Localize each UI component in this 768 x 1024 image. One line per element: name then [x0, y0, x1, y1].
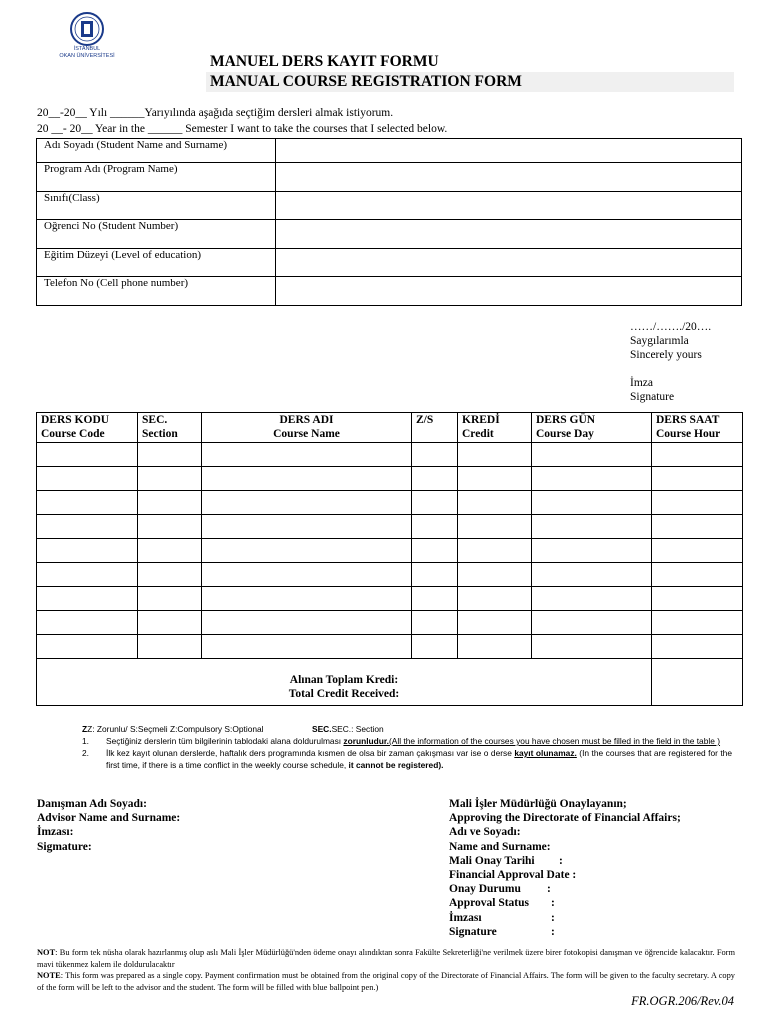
course-cell-field[interactable] [138, 563, 202, 587]
course-cell-field[interactable] [202, 611, 412, 635]
course-cell-field[interactable] [458, 587, 532, 611]
col-header-zs: Z/S [412, 413, 458, 443]
course-cell-field[interactable] [532, 563, 652, 587]
signature-label: Signature [630, 391, 675, 403]
total-credit-row [37, 659, 743, 706]
info-label: Eğitim Düzeyi (Level of education) [37, 249, 276, 277]
info-value-field[interactable] [276, 192, 742, 220]
course-cell-field[interactable] [202, 443, 412, 467]
course-cell-field[interactable] [458, 491, 532, 515]
course-cell-field[interactable] [532, 467, 652, 491]
info-label: Program Adı (Program Name) [37, 163, 276, 192]
course-row [37, 587, 743, 611]
intro-line-en: 20 __- 20__ Year in the ______ Semester I want to take the courses that I selected below. [37, 123, 448, 135]
course-cell-field[interactable] [458, 611, 532, 635]
course-cell-field[interactable] [202, 587, 412, 611]
course-cell-field[interactable] [412, 467, 458, 491]
course-cell-field[interactable] [138, 635, 202, 659]
course-cell-field[interactable] [652, 467, 743, 491]
advisor-block [37, 797, 180, 854]
advisor-sign-tr[interactable]: İmzası: [37, 826, 74, 839]
course-cell-field[interactable] [138, 539, 202, 563]
course-cell-field[interactable] [412, 539, 458, 563]
course-cell-field[interactable] [652, 587, 743, 611]
info-label: Oğrenci No (Student Number) [37, 220, 276, 249]
info-row [37, 139, 742, 163]
course-cell-field[interactable] [202, 515, 412, 539]
approval-status-tr[interactable]: Onay Durumu : [449, 883, 551, 896]
course-cell-field[interactable] [138, 611, 202, 635]
course-cell-field[interactable] [532, 587, 652, 611]
form-title-en: MANUAL COURSE REGISTRATION FORM [210, 73, 522, 90]
note-item-2: 2. İlk kez kayıt olunan derslerde, haftalık ders programında kısmen de olsa bir zaman çakışması var ise o derse kayıt olunamaz. (In the courses that are registered for the first time, if there is a time conflict in the weekly course schedule, it cannot be registered). [82, 748, 733, 770]
course-cell-field[interactable] [37, 611, 138, 635]
col-header-hour: DERS SAAT Course Hour [652, 413, 743, 443]
course-cell-field[interactable] [202, 467, 412, 491]
approval-status-en[interactable]: Approval Status : [449, 897, 555, 910]
course-cell-field[interactable] [652, 611, 743, 635]
course-cell-field[interactable] [37, 443, 138, 467]
courses-table [36, 412, 743, 706]
approval-title-tr: Mali İşler Müdürlüğü Onaylayanın; [449, 798, 627, 810]
course-cell-field[interactable] [458, 515, 532, 539]
course-row [37, 491, 743, 515]
course-cell-field[interactable] [138, 515, 202, 539]
approver-sign-en[interactable]: Signature : [449, 925, 555, 938]
course-row [37, 611, 743, 635]
course-cell-field[interactable] [37, 467, 138, 491]
course-cell-field[interactable] [412, 563, 458, 587]
info-row [37, 163, 742, 192]
course-cell-field[interactable] [532, 443, 652, 467]
course-cell-field[interactable] [202, 539, 412, 563]
course-row [37, 539, 743, 563]
approval-date-tr[interactable]: Mali Onay Tarihi : [449, 854, 563, 867]
regards-tr: Saygılarımla [630, 335, 689, 347]
course-row [37, 563, 743, 587]
advisor-name-tr[interactable]: Danışman Adı Soyadı: [37, 798, 147, 810]
info-label: Adı Soyadı (Student Name and Surname) [37, 139, 276, 163]
legend-section: SEC.SEC.: Section [312, 724, 384, 734]
footer-note-en: NOTE: This form was prepared as a single copy. Payment confirmation must be obtained from the original copy of the Directorate of Financial Affairs. The form will be given to the faculty secretary. A copy of the form will be left to the advisor and the student. The form will be filled with blue ballpoint pen.) [37, 971, 735, 992]
approver-sign-tr[interactable]: İmzası : [449, 911, 555, 924]
student-info-table [36, 138, 742, 306]
course-cell-field[interactable] [412, 491, 458, 515]
footer-notes [37, 947, 735, 993]
course-row [37, 635, 743, 659]
course-cell-field[interactable] [412, 515, 458, 539]
advisor-sign-en[interactable]: Sigmature: [37, 840, 92, 853]
info-row [37, 192, 742, 220]
course-cell-field[interactable] [37, 635, 138, 659]
signature-block [630, 320, 711, 404]
course-cell-field[interactable] [532, 611, 652, 635]
course-cell-field[interactable] [37, 515, 138, 539]
course-row [37, 467, 743, 491]
info-value-field[interactable] [276, 220, 742, 249]
total-credit-value-field[interactable] [652, 659, 743, 706]
col-header-name: DERS ADI Course Name [202, 413, 412, 443]
course-cell-field[interactable] [652, 635, 743, 659]
course-cell-field[interactable] [202, 563, 412, 587]
course-cell-field[interactable] [412, 587, 458, 611]
date-placeholder[interactable]: ……/……./20…. [630, 321, 712, 333]
col-header-code: DERS KODU Course Code [37, 413, 138, 443]
info-value-field[interactable] [276, 277, 742, 306]
course-cell-field[interactable] [458, 563, 532, 587]
courses-header-row [37, 413, 743, 443]
course-cell-field[interactable] [532, 539, 652, 563]
course-cell-field[interactable] [652, 539, 743, 563]
info-row [37, 249, 742, 277]
approval-date-en[interactable]: Financial Approval Date : [449, 869, 577, 882]
info-label: Sınıfı(Class) [37, 192, 276, 220]
course-cell-field[interactable] [532, 635, 652, 659]
course-cell-field[interactable] [37, 563, 138, 587]
course-row [37, 515, 743, 539]
course-cell-field[interactable] [458, 443, 532, 467]
course-cell-field[interactable] [138, 587, 202, 611]
approver-name-tr[interactable]: Adı ve Soyadı: [449, 826, 521, 839]
info-row [37, 220, 742, 249]
info-row [37, 277, 742, 306]
info-label: Telefon No (Cell phone number) [37, 277, 276, 306]
course-cell-field[interactable] [532, 491, 652, 515]
footer-note-tr: NOT: Bu form tek nüsha olarak hazırlanmış olup aslı Mali İşler Müdürlüğü'nden ödeme onayı alındıktan sonra Fakülte Sekreterliği'ne verilmek üzere birer fotokopisi danışman ve öğrencide kalacaktır. Form mavi tükenmez kalem ile doldurulacaktır [37, 948, 735, 969]
course-rows [37, 443, 743, 659]
course-cell-field[interactable] [652, 443, 743, 467]
regards-en: Sincerely yours [630, 349, 702, 361]
col-header-day: DERS GÜN Course Day [532, 413, 652, 443]
course-cell-field[interactable] [138, 443, 202, 467]
course-cell-field[interactable] [202, 491, 412, 515]
info-value-field[interactable] [276, 139, 742, 163]
logo-text: İSTANBUL OKAN ÜNİVERSİTESİ [59, 46, 115, 59]
course-cell-field[interactable] [138, 491, 202, 515]
total-credit-label: Alınan Toplam Kredi: Total Credit Received: [37, 659, 652, 706]
info-value-field[interactable] [276, 249, 742, 277]
course-cell-field[interactable] [652, 563, 743, 587]
course-cell-field[interactable] [37, 539, 138, 563]
course-cell-field[interactable] [412, 611, 458, 635]
document-code: FR.OGR.206/Rev.04 [631, 994, 734, 1008]
legend: ZZ: Zorunlu/ S:Seçmeli Z:Compulsory S:Optional [82, 724, 264, 734]
info-value-field[interactable] [276, 163, 742, 192]
course-cell-field[interactable] [37, 491, 138, 515]
approval-title-en: Approving the Directorate of Financial Affairs; [449, 812, 681, 825]
intro-line-tr: 20__-20__ Yılı ______Yarıyılında aşağıda seçtiğim dersleri almak istiyorum. [37, 107, 394, 119]
course-cell-field[interactable] [532, 515, 652, 539]
course-cell-field[interactable] [458, 539, 532, 563]
imza-label: İmza [630, 377, 653, 389]
col-header-credit: KREDİ Credit [458, 413, 532, 443]
course-cell-field[interactable] [202, 635, 412, 659]
course-cell-field[interactable] [458, 635, 532, 659]
course-row [37, 443, 743, 467]
approval-block [449, 797, 681, 939]
course-cell-field[interactable] [412, 635, 458, 659]
course-cell-field[interactable] [412, 443, 458, 467]
course-cell-field[interactable] [458, 467, 532, 491]
notes-section [82, 723, 732, 771]
course-cell-field[interactable] [652, 515, 743, 539]
approver-name-en[interactable]: Name and Surname: [449, 840, 551, 853]
course-cell-field[interactable] [37, 587, 138, 611]
advisor-name-en[interactable]: Advisor Name and Surname: [37, 812, 181, 825]
col-header-section: SEC. Section [138, 413, 202, 443]
course-cell-field[interactable] [138, 467, 202, 491]
form-title-tr: MANUEL DERS KAYIT FORMU [210, 53, 439, 70]
course-cell-field[interactable] [652, 491, 743, 515]
note-item-1: 1. Seçtiğiniz derslerin tüm bilgilerinin tablodaki alana doldurulması zorunludur.(All the information of the courses you have chosen must be filled in the field in the table ) [82, 736, 721, 746]
